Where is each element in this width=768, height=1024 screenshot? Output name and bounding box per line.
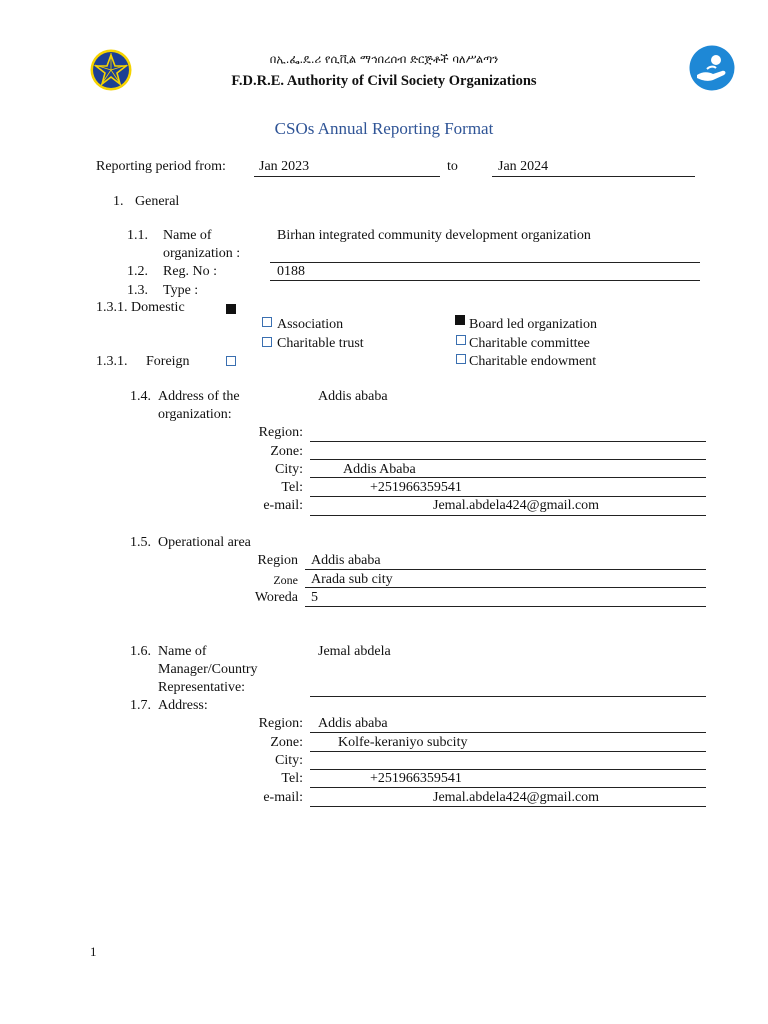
woreda-value: 5	[311, 590, 318, 605]
association-checkbox[interactable]	[262, 317, 272, 327]
association-label: Association	[277, 317, 344, 332]
board-led-checkbox[interactable]	[455, 315, 465, 325]
charitable-trust-checkbox[interactable]	[262, 337, 272, 347]
org-name-label: Name of	[163, 228, 212, 243]
period-from-value: Jan 2023	[259, 159, 310, 174]
document-title: CSOs Annual Reporting Format	[274, 119, 494, 138]
item-number: 1.2.	[127, 264, 148, 279]
address-value: Addis ababa	[318, 389, 388, 404]
domestic-label: 1.3.1. Domestic	[96, 300, 185, 315]
authority-title: F.D.R.E. Authority of Civil Society Organizations	[231, 73, 537, 89]
item-number: 1.7.	[130, 698, 151, 713]
email-value: Jemal.abdela424@gmail.com	[433, 498, 600, 513]
reporting-period-label: Reporting period from:	[96, 159, 226, 174]
item-number: 1.4.	[130, 389, 151, 404]
org-name-label-2: organization :	[163, 246, 241, 261]
region-label: Region:	[258, 425, 303, 440]
city-value: Addis Ababa	[343, 462, 416, 477]
page-number: 1	[90, 944, 97, 959]
city-label: City:	[274, 462, 303, 477]
woreda-label: Woreda	[254, 590, 298, 605]
period-to-value: Jan 2024	[498, 159, 549, 174]
charitable-committee-checkbox[interactable]	[456, 335, 466, 345]
operational-area-label: Operational area	[158, 535, 251, 550]
section-number: 1.	[113, 194, 124, 209]
address-label-2: organization:	[158, 407, 232, 422]
charitable-committee-label: Charitable committee	[469, 336, 590, 351]
m-tel-label: Tel:	[281, 771, 303, 786]
m-email-label: e-mail:	[263, 790, 303, 805]
type-label: Type :	[163, 283, 199, 298]
email-label: e-mail:	[263, 498, 303, 513]
period-to-label: to	[447, 159, 458, 174]
amharic-title: በኢ.ፌ.ዴ.ሪ የሲቪል ማኅበረሰብ ድርጅቶች ባለሥልጣን	[269, 52, 499, 66]
op-region-value: Addis ababa	[311, 553, 381, 568]
foreign-checkbox[interactable]	[226, 356, 236, 366]
charitable-endowment-checkbox[interactable]	[456, 354, 466, 364]
m-city-label: City:	[274, 753, 303, 768]
domestic-checkbox[interactable]	[226, 304, 236, 314]
org-name-value: Birhan integrated community development organization	[277, 228, 591, 243]
m-region-value: Addis ababa	[318, 716, 388, 731]
item-number: 1.6.	[130, 644, 151, 659]
tel-label: Tel:	[281, 480, 303, 495]
manager-address-label: Address:	[158, 698, 208, 713]
item-number: 1.5.	[130, 535, 151, 550]
manager-label-2: Manager/Country	[158, 662, 258, 677]
op-zone-value: Arada sub city	[311, 572, 393, 587]
address-label: Address of the	[158, 389, 240, 404]
reg-no-value: 0188	[277, 264, 305, 279]
item-number: 1.3.	[127, 283, 148, 298]
m-region-label: Region:	[258, 716, 303, 731]
m-zone-label: Zone:	[270, 735, 303, 750]
foreign-label: Foreign	[146, 354, 190, 369]
tel-value: +251966359541	[370, 480, 462, 495]
manager-value: Jemal abdela	[318, 644, 391, 659]
foreign-number: 1.3.1.	[96, 354, 128, 369]
board-led-label: Board led organization	[469, 317, 598, 332]
op-region-label: Region	[257, 553, 298, 568]
m-zone-value: Kolfe-keraniyo subcity	[338, 735, 468, 750]
item-number: 1.1.	[127, 228, 148, 243]
m-tel-value: +251966359541	[370, 771, 462, 786]
charitable-endowment-label: Charitable endowment	[469, 354, 597, 369]
op-zone-label: Zone	[273, 573, 298, 587]
general-heading: General	[135, 194, 180, 209]
manager-label-3: Representative:	[158, 680, 246, 695]
zone-label: Zone:	[270, 444, 303, 459]
m-email-value: Jemal.abdela424@gmail.com	[433, 790, 600, 805]
manager-label: Name of	[158, 644, 207, 659]
reg-no-label: Reg. No :	[163, 264, 218, 279]
charitable-trust-label: Charitable trust	[277, 336, 364, 351]
